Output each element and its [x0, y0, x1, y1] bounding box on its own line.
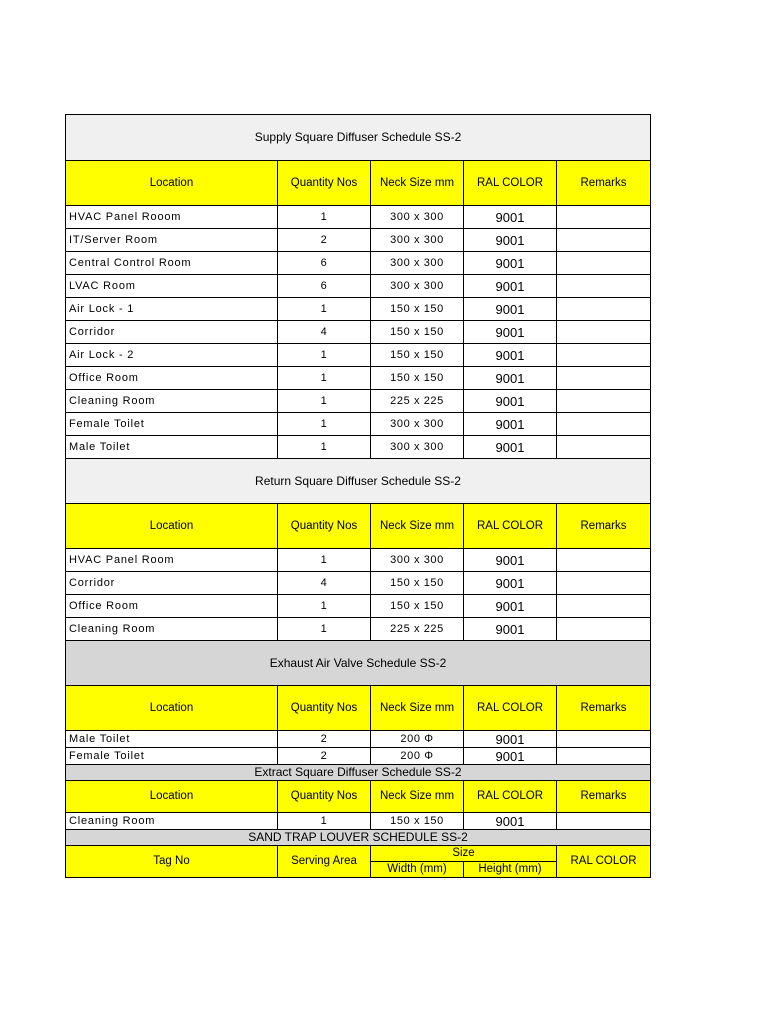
remarks-cell [557, 344, 651, 367]
table-row [66, 413, 651, 436]
ral-color-cell: 9001 [464, 813, 557, 830]
neck-size-cell: 150 x 150 [371, 367, 464, 390]
quantity-cell: 1 [278, 206, 371, 229]
header-size: Size [371, 846, 557, 862]
header-ral-color: RAL COLOR [464, 781, 557, 813]
table-row [66, 367, 651, 390]
location-cell: Central Control Room [66, 252, 278, 275]
quantity-cell: 1 [278, 436, 371, 459]
header-location: Location [66, 161, 278, 206]
remarks-cell [557, 367, 651, 390]
location-cell: Office Room [66, 367, 278, 390]
location-cell: Air Lock - 2 [66, 344, 278, 367]
header-serving-area: Serving Area [278, 846, 371, 878]
header-quantity: Quantity Nos [278, 161, 371, 206]
header-row [66, 686, 651, 731]
header-ral-color: RAL COLOR [464, 686, 557, 731]
table-row [66, 748, 651, 765]
location-cell: HVAC Panel Room [66, 549, 278, 572]
quantity-cell: 1 [278, 618, 371, 641]
ral-color-cell: 9001 [464, 252, 557, 275]
neck-size-cell: 300 x 300 [371, 436, 464, 459]
schedule-table [65, 114, 651, 878]
quantity-cell: 1 [278, 813, 371, 830]
quantity-cell: 6 [278, 275, 371, 298]
remarks-cell [557, 731, 651, 748]
ral-color-cell: 9001 [464, 413, 557, 436]
header-remarks: Remarks [557, 686, 651, 731]
header-ral-color: RAL COLOR [557, 846, 651, 878]
header-width: Width (mm) [371, 862, 464, 878]
quantity-cell: 1 [278, 413, 371, 436]
neck-size-cell: 300 x 300 [371, 252, 464, 275]
neck-size-cell: 150 x 150 [371, 321, 464, 344]
remarks-cell [557, 275, 651, 298]
ral-color-cell: 9001 [464, 229, 557, 252]
location-cell: Air Lock - 1 [66, 298, 278, 321]
ral-color-cell: 9001 [464, 390, 557, 413]
quantity-cell: 1 [278, 298, 371, 321]
section-title-row [66, 830, 651, 846]
table-row [66, 298, 651, 321]
table-row [66, 436, 651, 459]
table-row [66, 321, 651, 344]
exhaust-rows [66, 731, 651, 765]
header-neck-size: Neck Size mm [371, 504, 464, 549]
supply-rows [66, 206, 651, 459]
exhaust-title: Exhaust Air Valve Schedule SS-2 [66, 641, 651, 686]
quantity-cell: 2 [278, 748, 371, 765]
table-row [66, 275, 651, 298]
louver-title: SAND TRAP LOUVER SCHEDULE SS-2 [66, 830, 651, 846]
quantity-cell: 1 [278, 595, 371, 618]
neck-size-cell: 300 x 300 [371, 206, 464, 229]
quantity-cell: 1 [278, 344, 371, 367]
table-row [66, 252, 651, 275]
ral-color-cell: 9001 [464, 572, 557, 595]
remarks-cell [557, 252, 651, 275]
neck-size-cell: 200 Φ [371, 748, 464, 765]
table-row [66, 206, 651, 229]
table-row [66, 572, 651, 595]
ral-color-cell: 9001 [464, 206, 557, 229]
header-neck-size: Neck Size mm [371, 686, 464, 731]
neck-size-cell: 300 x 300 [371, 549, 464, 572]
header-remarks: Remarks [557, 504, 651, 549]
ral-color-cell: 9001 [464, 595, 557, 618]
quantity-cell: 2 [278, 229, 371, 252]
table-row [66, 618, 651, 641]
quantity-cell: 6 [278, 252, 371, 275]
table-row [66, 813, 651, 830]
ral-color-cell: 9001 [464, 748, 557, 765]
header-neck-size: Neck Size mm [371, 781, 464, 813]
neck-size-cell: 150 x 150 [371, 344, 464, 367]
location-cell: Cleaning Room [66, 813, 278, 830]
header-ral-color: RAL COLOR [464, 504, 557, 549]
neck-size-cell: 300 x 300 [371, 229, 464, 252]
table-row [66, 549, 651, 572]
quantity-cell: 1 [278, 367, 371, 390]
header-location: Location [66, 686, 278, 731]
neck-size-cell: 300 x 300 [371, 413, 464, 436]
return-rows [66, 549, 651, 641]
location-cell: IT/Server Room [66, 229, 278, 252]
neck-size-cell: 150 x 150 [371, 813, 464, 830]
extract-rows [66, 813, 651, 830]
header-neck-size: Neck Size mm [371, 161, 464, 206]
header-quantity: Quantity Nos [278, 781, 371, 813]
extract-title: Extract Square Diffuser Schedule SS-2 [66, 765, 651, 781]
remarks-cell [557, 572, 651, 595]
quantity-cell: 2 [278, 731, 371, 748]
header-row [66, 504, 651, 549]
quantity-cell: 4 [278, 572, 371, 595]
neck-size-cell: 225 x 225 [371, 390, 464, 413]
remarks-cell [557, 390, 651, 413]
remarks-cell [557, 229, 651, 252]
ral-color-cell: 9001 [464, 321, 557, 344]
supply-title: Supply Square Diffuser Schedule SS-2 [66, 115, 651, 161]
remarks-cell [557, 321, 651, 344]
table-row [66, 390, 651, 413]
remarks-cell [557, 413, 651, 436]
neck-size-cell: 150 x 150 [371, 595, 464, 618]
ral-color-cell: 9001 [464, 731, 557, 748]
table-row [66, 731, 651, 748]
section-title-row [66, 641, 651, 686]
header-quantity: Quantity Nos [278, 686, 371, 731]
remarks-cell [557, 298, 651, 321]
louver-header-row [66, 846, 651, 862]
ral-color-cell: 9001 [464, 549, 557, 572]
remarks-cell [557, 618, 651, 641]
table-row [66, 344, 651, 367]
location-cell: Corridor [66, 572, 278, 595]
return-title: Return Square Diffuser Schedule SS-2 [66, 459, 651, 504]
remarks-cell [557, 748, 651, 765]
location-cell: LVAC Room [66, 275, 278, 298]
header-row [66, 161, 651, 206]
ral-color-cell: 9001 [464, 344, 557, 367]
ral-color-cell: 9001 [464, 298, 557, 321]
header-ral-color: RAL COLOR [464, 161, 557, 206]
neck-size-cell: 200 Φ [371, 731, 464, 748]
location-cell: Female Toilet [66, 413, 278, 436]
remarks-cell [557, 549, 651, 572]
remarks-cell [557, 595, 651, 618]
section-title-row [66, 459, 651, 504]
location-cell: Corridor [66, 321, 278, 344]
remarks-cell [557, 206, 651, 229]
location-cell: Cleaning Room [66, 390, 278, 413]
location-cell: Female Toilet [66, 748, 278, 765]
table-row [66, 595, 651, 618]
neck-size-cell: 225 x 225 [371, 618, 464, 641]
section-title-row [66, 765, 651, 781]
ral-color-cell: 9001 [464, 436, 557, 459]
ral-color-cell: 9001 [464, 367, 557, 390]
header-height: Height (mm) [464, 862, 557, 878]
header-row [66, 781, 651, 813]
header-remarks: Remarks [557, 781, 651, 813]
quantity-cell: 1 [278, 390, 371, 413]
schedule-sheet [65, 114, 650, 878]
section-title-row [66, 115, 651, 161]
ral-color-cell: 9001 [464, 618, 557, 641]
neck-size-cell: 150 x 150 [371, 572, 464, 595]
neck-size-cell: 300 x 300 [371, 275, 464, 298]
location-cell: Cleaning Room [66, 618, 278, 641]
location-cell: Office Room [66, 595, 278, 618]
table-row [66, 229, 651, 252]
quantity-cell: 4 [278, 321, 371, 344]
header-tag-no: Tag No [66, 846, 278, 878]
header-remarks: Remarks [557, 161, 651, 206]
location-cell: Male Toilet [66, 436, 278, 459]
neck-size-cell: 150 x 150 [371, 298, 464, 321]
remarks-cell [557, 436, 651, 459]
quantity-cell: 1 [278, 549, 371, 572]
header-quantity: Quantity Nos [278, 504, 371, 549]
header-location: Location [66, 781, 278, 813]
header-location: Location [66, 504, 278, 549]
ral-color-cell: 9001 [464, 275, 557, 298]
location-cell: HVAC Panel Rooom [66, 206, 278, 229]
location-cell: Male Toilet [66, 731, 278, 748]
remarks-cell [557, 813, 651, 830]
